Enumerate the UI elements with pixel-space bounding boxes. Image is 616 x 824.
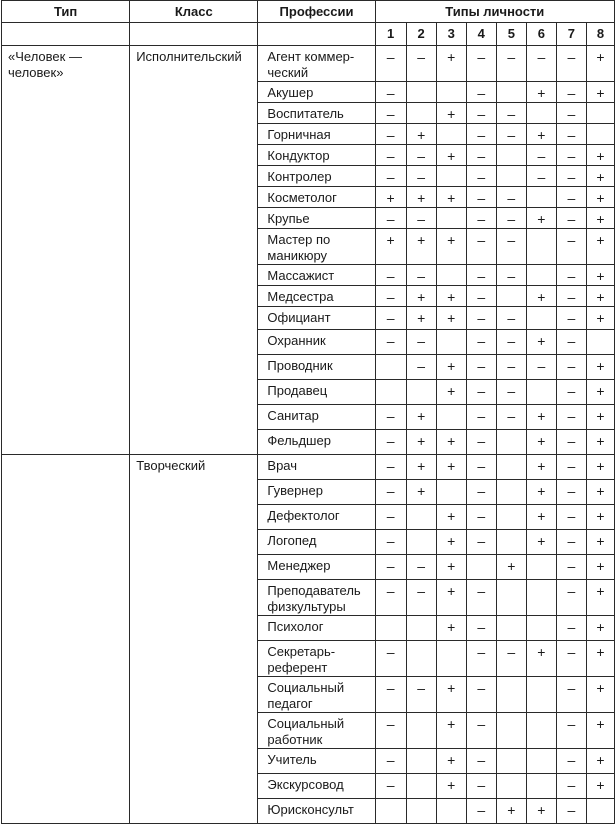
personality-mark-cell: [526, 677, 556, 713]
personality-mark-cell: –: [375, 713, 406, 749]
personality-mark-cell: +: [526, 208, 556, 229]
profession-cell: Фельдшер: [258, 430, 375, 455]
personality-mark-cell: +: [586, 677, 614, 713]
table-row: [2, 46, 615, 82]
personality-mark-cell: –: [556, 749, 586, 774]
personality-mark-cell: –: [466, 616, 496, 641]
personality-mark-cell: +: [496, 799, 526, 824]
personality-mark-cell: +: [406, 187, 436, 208]
personality-mark-cell: [406, 380, 436, 405]
personality-mark-cell: –: [466, 166, 496, 187]
header-number: 1: [375, 23, 406, 46]
personality-mark-cell: –: [496, 330, 526, 355]
profession-cell: Секретарь-референт: [258, 641, 375, 677]
personality-mark-cell: –: [526, 355, 556, 380]
profession-cell: Социальный работник: [258, 713, 375, 749]
personality-mark-cell: +: [586, 405, 614, 430]
personality-mark-cell: [526, 580, 556, 616]
personality-mark-cell: –: [556, 166, 586, 187]
personality-mark-cell: [496, 286, 526, 307]
personality-mark-cell: +: [586, 229, 614, 265]
personality-mark-cell: –: [466, 774, 496, 799]
personality-mark-cell: –: [375, 46, 406, 82]
personality-mark-cell: [496, 713, 526, 749]
header-number-row: [2, 23, 615, 46]
personality-mark-cell: +: [526, 330, 556, 355]
personality-mark-cell: –: [556, 455, 586, 480]
personality-mark-cell: –: [466, 580, 496, 616]
personality-mark-cell: [526, 103, 556, 124]
personality-mark-cell: +: [436, 103, 466, 124]
header-personality-types: Типы личности: [375, 1, 614, 23]
personality-mark-cell: –: [466, 405, 496, 430]
personality-mark-cell: +: [436, 749, 466, 774]
header-row: [2, 1, 615, 23]
personality-mark-cell: [526, 307, 556, 330]
header-number: 2: [406, 23, 436, 46]
profession-cell: Косметолог: [258, 187, 375, 208]
personality-mark-cell: –: [556, 208, 586, 229]
personality-mark-cell: –: [556, 530, 586, 555]
personality-mark-cell: +: [406, 430, 436, 455]
profession-cell: Гувернер: [258, 480, 375, 505]
profession-cell: Кондуктор: [258, 145, 375, 166]
personality-mark-cell: –: [375, 145, 406, 166]
personality-mark-cell: +: [436, 380, 466, 405]
personality-mark-cell: [375, 799, 406, 824]
personality-mark-cell: –: [406, 355, 436, 380]
personality-mark-cell: –: [556, 616, 586, 641]
personality-mark-cell: +: [586, 505, 614, 530]
personality-mark-cell: –: [466, 103, 496, 124]
personality-mark-cell: [436, 799, 466, 824]
personality-mark-cell: +: [436, 677, 466, 713]
personality-mark-cell: [496, 530, 526, 555]
personality-mark-cell: [436, 124, 466, 145]
header-number: 4: [466, 23, 496, 46]
personality-mark-cell: –: [556, 774, 586, 799]
personality-mark-cell: [496, 616, 526, 641]
personality-mark-cell: [526, 555, 556, 580]
personality-mark-cell: [496, 580, 526, 616]
profession-cell: Крупье: [258, 208, 375, 229]
header-type: Тип: [2, 1, 130, 23]
personality-mark-cell: [526, 187, 556, 208]
personality-mark-cell: –: [496, 103, 526, 124]
personality-mark-cell: +: [526, 82, 556, 103]
personality-mark-cell: –: [556, 641, 586, 677]
personality-mark-cell: +: [586, 166, 614, 187]
table-row: [2, 455, 615, 480]
personality-mark-cell: –: [496, 641, 526, 677]
personality-mark-cell: [406, 749, 436, 774]
personality-mark-cell: –: [496, 229, 526, 265]
profession-cell: Медсестра: [258, 286, 375, 307]
personality-mark-cell: +: [586, 187, 614, 208]
personality-mark-cell: –: [375, 677, 406, 713]
personality-mark-cell: [496, 677, 526, 713]
personality-mark-cell: –: [466, 187, 496, 208]
personality-mark-cell: –: [496, 380, 526, 405]
class-cell: Творческий: [130, 455, 258, 824]
personality-mark-cell: –: [406, 46, 436, 82]
personality-mark-cell: [406, 530, 436, 555]
personality-mark-cell: –: [375, 307, 406, 330]
personality-mark-cell: –: [406, 330, 436, 355]
personality-mark-cell: +: [586, 46, 614, 82]
personality-mark-cell: +: [436, 187, 466, 208]
personality-mark-cell: –: [466, 286, 496, 307]
personality-mark-cell: [586, 124, 614, 145]
header-number: 3: [436, 23, 466, 46]
header-blank-class: [130, 23, 258, 46]
professions-table: [1, 0, 615, 824]
personality-mark-cell: –: [466, 380, 496, 405]
profession-cell: Экскурсовод: [258, 774, 375, 799]
personality-mark-cell: +: [526, 124, 556, 145]
personality-mark-cell: +: [526, 455, 556, 480]
personality-mark-cell: +: [586, 455, 614, 480]
personality-mark-cell: –: [556, 480, 586, 505]
personality-mark-cell: –: [496, 124, 526, 145]
personality-mark-cell: +: [526, 799, 556, 824]
personality-mark-cell: [406, 616, 436, 641]
profession-cell: Контролер: [258, 166, 375, 187]
personality-mark-cell: –: [466, 530, 496, 555]
personality-mark-cell: [526, 229, 556, 265]
personality-mark-cell: –: [466, 505, 496, 530]
personality-mark-cell: –: [526, 46, 556, 82]
personality-mark-cell: –: [375, 208, 406, 229]
personality-mark-cell: +: [526, 405, 556, 430]
personality-mark-cell: +: [586, 713, 614, 749]
personality-mark-cell: +: [406, 480, 436, 505]
personality-mark-cell: –: [406, 265, 436, 286]
personality-mark-cell: –: [556, 124, 586, 145]
personality-mark-cell: –: [466, 355, 496, 380]
personality-mark-cell: –: [375, 103, 406, 124]
personality-mark-cell: –: [375, 124, 406, 145]
personality-mark-cell: +: [436, 455, 466, 480]
profession-cell: Преподаватель физкультуры: [258, 580, 375, 616]
personality-mark-cell: [436, 265, 466, 286]
personality-mark-cell: –: [406, 145, 436, 166]
personality-mark-cell: –: [466, 208, 496, 229]
personality-mark-cell: [375, 616, 406, 641]
personality-mark-cell: [375, 380, 406, 405]
personality-mark-cell: –: [496, 187, 526, 208]
personality-mark-cell: –: [375, 749, 406, 774]
personality-mark-cell: –: [375, 265, 406, 286]
personality-mark-cell: –: [466, 330, 496, 355]
personality-mark-cell: [406, 103, 436, 124]
personality-mark-cell: –: [375, 455, 406, 480]
personality-mark-cell: +: [436, 430, 466, 455]
personality-mark-cell: [586, 330, 614, 355]
personality-mark-cell: –: [466, 713, 496, 749]
personality-mark-cell: –: [375, 641, 406, 677]
profession-cell: Официант: [258, 307, 375, 330]
profession-cell: Логопед: [258, 530, 375, 555]
personality-mark-cell: –: [556, 229, 586, 265]
profession-cell: Проводник: [258, 355, 375, 380]
personality-mark-cell: +: [586, 555, 614, 580]
personality-mark-cell: –: [466, 145, 496, 166]
profession-cell: Горничная: [258, 124, 375, 145]
personality-mark-cell: +: [586, 145, 614, 166]
personality-mark-cell: –: [375, 555, 406, 580]
personality-mark-cell: –: [375, 330, 406, 355]
personality-mark-cell: +: [406, 286, 436, 307]
personality-mark-cell: –: [556, 555, 586, 580]
personality-mark-cell: –: [556, 187, 586, 208]
personality-mark-cell: +: [436, 580, 466, 616]
personality-mark-cell: +: [526, 286, 556, 307]
personality-mark-cell: –: [466, 677, 496, 713]
personality-mark-cell: +: [436, 774, 466, 799]
personality-mark-cell: +: [586, 580, 614, 616]
personality-mark-cell: +: [436, 355, 466, 380]
profession-cell: Психолог: [258, 616, 375, 641]
personality-mark-cell: [375, 355, 406, 380]
personality-mark-cell: –: [375, 166, 406, 187]
profession-cell: Юрисконсульт: [258, 799, 375, 824]
header-professions: Профессии: [258, 1, 375, 23]
personality-mark-cell: [526, 265, 556, 286]
personality-mark-cell: +: [406, 307, 436, 330]
personality-mark-cell: [496, 82, 526, 103]
personality-mark-cell: [436, 330, 466, 355]
header-class: Класс: [130, 1, 258, 23]
personality-mark-cell: [406, 799, 436, 824]
personality-mark-cell: [436, 405, 466, 430]
type-cell: «Человек — человек»: [2, 46, 130, 455]
header-blank-type: [2, 23, 130, 46]
personality-mark-cell: –: [466, 641, 496, 677]
personality-mark-cell: +: [586, 749, 614, 774]
personality-mark-cell: –: [556, 505, 586, 530]
personality-mark-cell: [466, 555, 496, 580]
profession-cell: Санитар: [258, 405, 375, 430]
personality-mark-cell: –: [556, 307, 586, 330]
personality-mark-cell: –: [406, 580, 436, 616]
class-cell: Исполнительский: [130, 46, 258, 455]
personality-mark-cell: –: [466, 229, 496, 265]
personality-mark-cell: –: [526, 166, 556, 187]
personality-mark-cell: +: [436, 229, 466, 265]
personality-mark-cell: [526, 749, 556, 774]
personality-mark-cell: –: [406, 166, 436, 187]
personality-mark-cell: +: [406, 229, 436, 265]
profession-cell: Охранник: [258, 330, 375, 355]
personality-mark-cell: –: [496, 307, 526, 330]
personality-mark-cell: [406, 774, 436, 799]
personality-mark-cell: +: [496, 555, 526, 580]
personality-mark-cell: +: [406, 124, 436, 145]
profession-cell: Мастер по маникюру: [258, 229, 375, 265]
personality-mark-cell: –: [466, 124, 496, 145]
personality-mark-cell: +: [436, 616, 466, 641]
personality-mark-cell: –: [556, 799, 586, 824]
personality-mark-cell: +: [586, 380, 614, 405]
personality-mark-cell: [586, 799, 614, 824]
personality-mark-cell: +: [526, 430, 556, 455]
personality-mark-cell: +: [586, 208, 614, 229]
personality-mark-cell: [586, 103, 614, 124]
personality-mark-cell: +: [375, 229, 406, 265]
personality-mark-cell: –: [375, 430, 406, 455]
header-number: 5: [496, 23, 526, 46]
header-blank-professions: [258, 23, 375, 46]
personality-mark-cell: –: [375, 286, 406, 307]
personality-mark-cell: [526, 380, 556, 405]
personality-mark-cell: [406, 82, 436, 103]
personality-mark-cell: [496, 749, 526, 774]
personality-mark-cell: [496, 455, 526, 480]
personality-mark-cell: –: [526, 145, 556, 166]
personality-mark-cell: +: [586, 265, 614, 286]
personality-mark-cell: +: [586, 480, 614, 505]
personality-mark-cell: +: [436, 286, 466, 307]
personality-mark-cell: –: [375, 530, 406, 555]
personality-mark-cell: +: [586, 355, 614, 380]
personality-mark-cell: +: [586, 616, 614, 641]
personality-mark-cell: –: [496, 208, 526, 229]
personality-mark-cell: +: [586, 774, 614, 799]
personality-mark-cell: [496, 505, 526, 530]
personality-mark-cell: –: [375, 580, 406, 616]
personality-mark-cell: +: [526, 505, 556, 530]
personality-mark-cell: –: [375, 505, 406, 530]
personality-mark-cell: –: [466, 480, 496, 505]
header-number: 6: [526, 23, 556, 46]
personality-mark-cell: [436, 208, 466, 229]
personality-mark-cell: +: [586, 307, 614, 330]
personality-mark-cell: –: [556, 580, 586, 616]
profession-cell: Массажист: [258, 265, 375, 286]
personality-mark-cell: –: [375, 405, 406, 430]
personality-mark-cell: –: [375, 480, 406, 505]
profession-cell: Социальный педагог: [258, 677, 375, 713]
profession-cell: Учитель: [258, 749, 375, 774]
personality-mark-cell: [406, 641, 436, 677]
personality-mark-cell: [406, 505, 436, 530]
personality-mark-cell: +: [406, 455, 436, 480]
personality-mark-cell: +: [586, 430, 614, 455]
profession-cell: Менеджер: [258, 555, 375, 580]
personality-mark-cell: –: [556, 355, 586, 380]
personality-mark-cell: [436, 82, 466, 103]
personality-mark-cell: +: [586, 641, 614, 677]
profession-cell: Воспитатель: [258, 103, 375, 124]
personality-mark-cell: [496, 145, 526, 166]
personality-mark-cell: –: [466, 430, 496, 455]
personality-mark-cell: +: [436, 46, 466, 82]
table-body: [2, 46, 615, 824]
personality-mark-cell: –: [466, 799, 496, 824]
personality-mark-cell: +: [436, 713, 466, 749]
personality-mark-cell: [526, 774, 556, 799]
personality-mark-cell: –: [375, 774, 406, 799]
personality-mark-cell: [496, 430, 526, 455]
personality-mark-cell: –: [496, 265, 526, 286]
personality-mark-cell: –: [556, 677, 586, 713]
personality-mark-cell: [526, 616, 556, 641]
type-cell: [2, 455, 130, 824]
personality-mark-cell: +: [436, 530, 466, 555]
personality-mark-cell: +: [586, 82, 614, 103]
personality-mark-cell: [436, 641, 466, 677]
profession-cell: Акушер: [258, 82, 375, 103]
personality-mark-cell: [436, 166, 466, 187]
personality-mark-cell: +: [375, 187, 406, 208]
personality-mark-cell: –: [556, 330, 586, 355]
profession-cell: Агент коммерческий: [258, 46, 375, 82]
profession-cell: Продавец: [258, 380, 375, 405]
personality-mark-cell: –: [556, 46, 586, 82]
header-number: 7: [556, 23, 586, 46]
personality-mark-cell: +: [586, 530, 614, 555]
personality-mark-cell: +: [586, 286, 614, 307]
profession-cell: Врач: [258, 455, 375, 480]
personality-mark-cell: –: [466, 46, 496, 82]
personality-mark-cell: –: [466, 265, 496, 286]
personality-mark-cell: –: [466, 82, 496, 103]
personality-mark-cell: [496, 166, 526, 187]
personality-mark-cell: –: [556, 103, 586, 124]
personality-mark-cell: [496, 480, 526, 505]
personality-mark-cell: –: [556, 380, 586, 405]
personality-mark-cell: –: [496, 355, 526, 380]
personality-mark-cell: –: [406, 677, 436, 713]
personality-mark-cell: –: [496, 405, 526, 430]
personality-mark-cell: –: [556, 145, 586, 166]
profession-cell: Дефектолог: [258, 505, 375, 530]
personality-mark-cell: [526, 713, 556, 749]
personality-mark-cell: +: [436, 307, 466, 330]
personality-mark-cell: –: [556, 405, 586, 430]
personality-mark-cell: +: [526, 480, 556, 505]
personality-mark-cell: [496, 774, 526, 799]
personality-mark-cell: +: [406, 405, 436, 430]
personality-mark-cell: –: [556, 286, 586, 307]
personality-mark-cell: [406, 713, 436, 749]
personality-mark-cell: –: [466, 455, 496, 480]
personality-mark-cell: –: [556, 430, 586, 455]
personality-mark-cell: –: [496, 46, 526, 82]
personality-mark-cell: –: [375, 82, 406, 103]
personality-mark-cell: –: [406, 208, 436, 229]
personality-mark-cell: [436, 480, 466, 505]
personality-mark-cell: +: [526, 641, 556, 677]
personality-mark-cell: –: [556, 82, 586, 103]
header-number: 8: [586, 23, 614, 46]
personality-mark-cell: +: [436, 145, 466, 166]
personality-mark-cell: –: [556, 713, 586, 749]
personality-mark-cell: –: [466, 749, 496, 774]
personality-mark-cell: +: [436, 505, 466, 530]
personality-mark-cell: –: [466, 307, 496, 330]
personality-mark-cell: –: [556, 265, 586, 286]
personality-mark-cell: +: [526, 530, 556, 555]
personality-mark-cell: –: [406, 555, 436, 580]
personality-mark-cell: +: [436, 555, 466, 580]
